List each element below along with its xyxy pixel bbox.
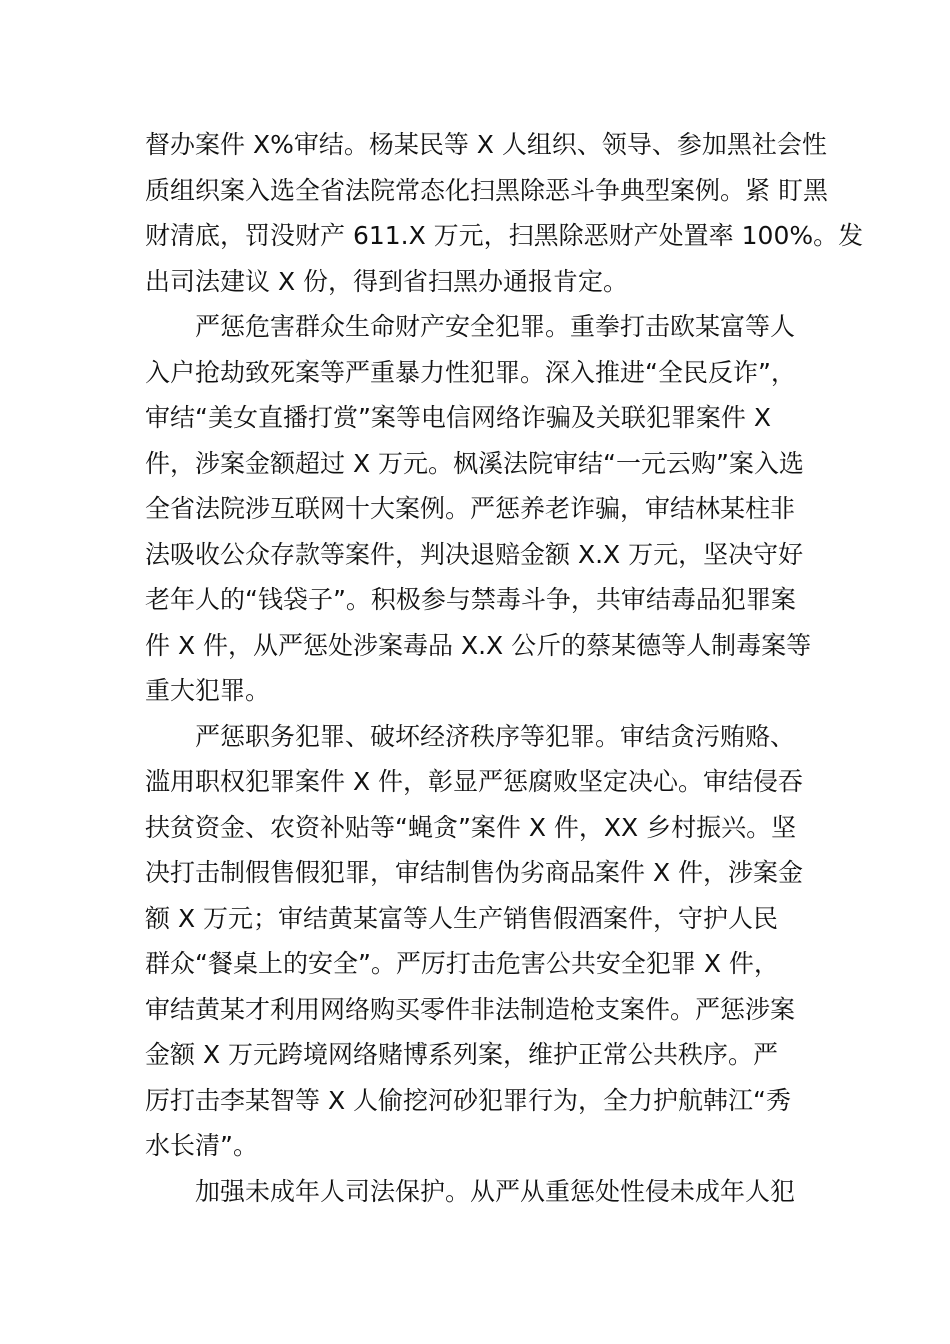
document-body — [145, 122, 864, 1214]
text-line: 财清底，罚没财产 611.X 万元，扫黑除恶财产处置率 100%。发 — [145, 221, 864, 250]
text-line: 督办案件 X%审结。杨某民等 X 人组织、领导、参加黑社会性 — [145, 130, 827, 159]
paragraph-first-line: 严惩危害群众生命财产安全犯罪。重拳打击欧某富等人 — [195, 312, 796, 341]
text-line: 额 X 万元；审结黄某富等人生产销售假酒案件，守护人民 — [145, 903, 779, 933]
text-line: 滥用职权犯罪案件 X 件，彰显严惩腐败坚定决心。审结侵吞 — [145, 767, 804, 796]
text-line: 全省法院涉互联网十大案例。严惩养老诈骗，审结林某柱非 — [145, 494, 796, 523]
paragraph-first-line: 加强未成年人司法保护。从严从重惩处性侵未成年人犯 — [195, 1176, 796, 1206]
text-line: 出司法建议 X 份，得到省扫黑办通报肯定。 — [145, 266, 629, 296]
text-line: 厉打击李某智等 X 人偷挖河砂犯罪行为，全力护航韩江“秀 — [145, 1085, 791, 1115]
text-line: 水长清”。 — [145, 1131, 258, 1160]
paragraph-first-line: 严惩职务犯罪、破坏经济秩序等犯罪。审结贪污贿赂、 — [195, 721, 796, 751]
text-line: 法吸收公众存款等案件，判决退赔金额 X.X 万元，坚决守好 — [145, 539, 804, 569]
text-line: 审结黄某才利用网络购买零件非法制造枪支案件。严惩涉案 — [145, 994, 796, 1024]
text-line: 群众“餐桌上的安全”。严厉打击危害公共安全犯罪 X 件， — [145, 949, 779, 978]
text-line: 审结“美女直播打赏”案等电信网络诈骗及关联犯罪案件 X — [145, 403, 771, 432]
text-line: 金额 X 万元跨境网络赌博系列案，维护正常公共秩序。严 — [145, 1040, 779, 1069]
text-line: 件 X 件，从严惩处涉案毒品 X.X 公斤的蔡某德等人制毒案等 — [145, 630, 812, 660]
text-line: 重大犯罪。 — [145, 676, 271, 705]
text-line: 件，涉案金额超过 X 万元。枫溪法院审结“一元云购”案入选 — [145, 448, 804, 478]
text-line: 质组织案入选全省法院常态化扫黑除恶斗争典型案例。紧 盯黑 — [145, 175, 828, 205]
text-line: 老年人的“钱袋子”。积极参与禁毒斗争，共审结毒品犯罪案 — [145, 585, 796, 614]
text-line: 扶贫资金、农资补贴等“蝇贪”案件 X 件，XX 乡村振兴。坚 — [145, 812, 797, 842]
text-line: 决打击制假售假犯罪，审结制售伪劣商品案件 X 件，涉案金 — [145, 858, 804, 887]
text-line: 入户抢劫致死案等严重暴力性犯罪。深入推进“全民反诈”， — [145, 357, 796, 387]
